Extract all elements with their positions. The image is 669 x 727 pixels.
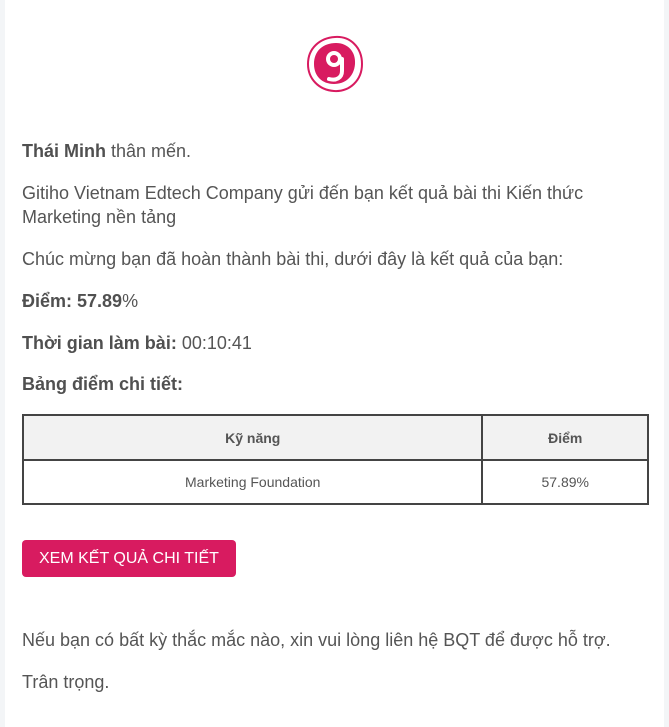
duration-value: 00:10:41 [176,333,252,353]
cell-score: 57.89% [482,460,648,504]
score-line [22,289,622,313]
logo-container [5,34,664,96]
duration-line [22,331,622,355]
gitiho-logo-icon [305,34,365,94]
greeting-suffix: thân mến. [106,141,192,161]
cell-skill: Marketing Foundation [23,460,482,504]
support-text: Nếu bạn có bất kỳ thắc mắc nào, xin vui lòng liên hệ BQT để được hỗ trợ. [22,630,611,650]
view-detailed-results-button[interactable]: XEM KẾT QUẢ CHI TIẾT [22,540,236,577]
email-body [5,0,664,727]
intro-text: Gitiho Vietnam Edtech Company gửi đến bạn kết quả bài thi Kiến thức Marketing nền tảng [22,183,584,227]
table-row [23,460,648,504]
score-unit: % [122,291,139,311]
column-header-skill: Kỹ năng [23,415,482,460]
score-label: Điểm: [22,291,73,311]
greeting-line [22,139,622,163]
score-table [22,414,649,505]
signoff-text: Trân trọng. [22,672,110,692]
details-heading: Bảng điểm chi tiết: [22,374,184,394]
score-value: 57.89 [72,291,123,311]
table-header-row [23,415,648,460]
column-header-score: Điểm [482,415,648,460]
congrats-text: Chúc mừng bạn đã hoàn thành bài thi, dưới đây là kết quả của bạn: [22,249,564,269]
duration-label: Thời gian làm bài: [22,333,177,353]
recipient-name: Thái Minh [22,141,106,161]
